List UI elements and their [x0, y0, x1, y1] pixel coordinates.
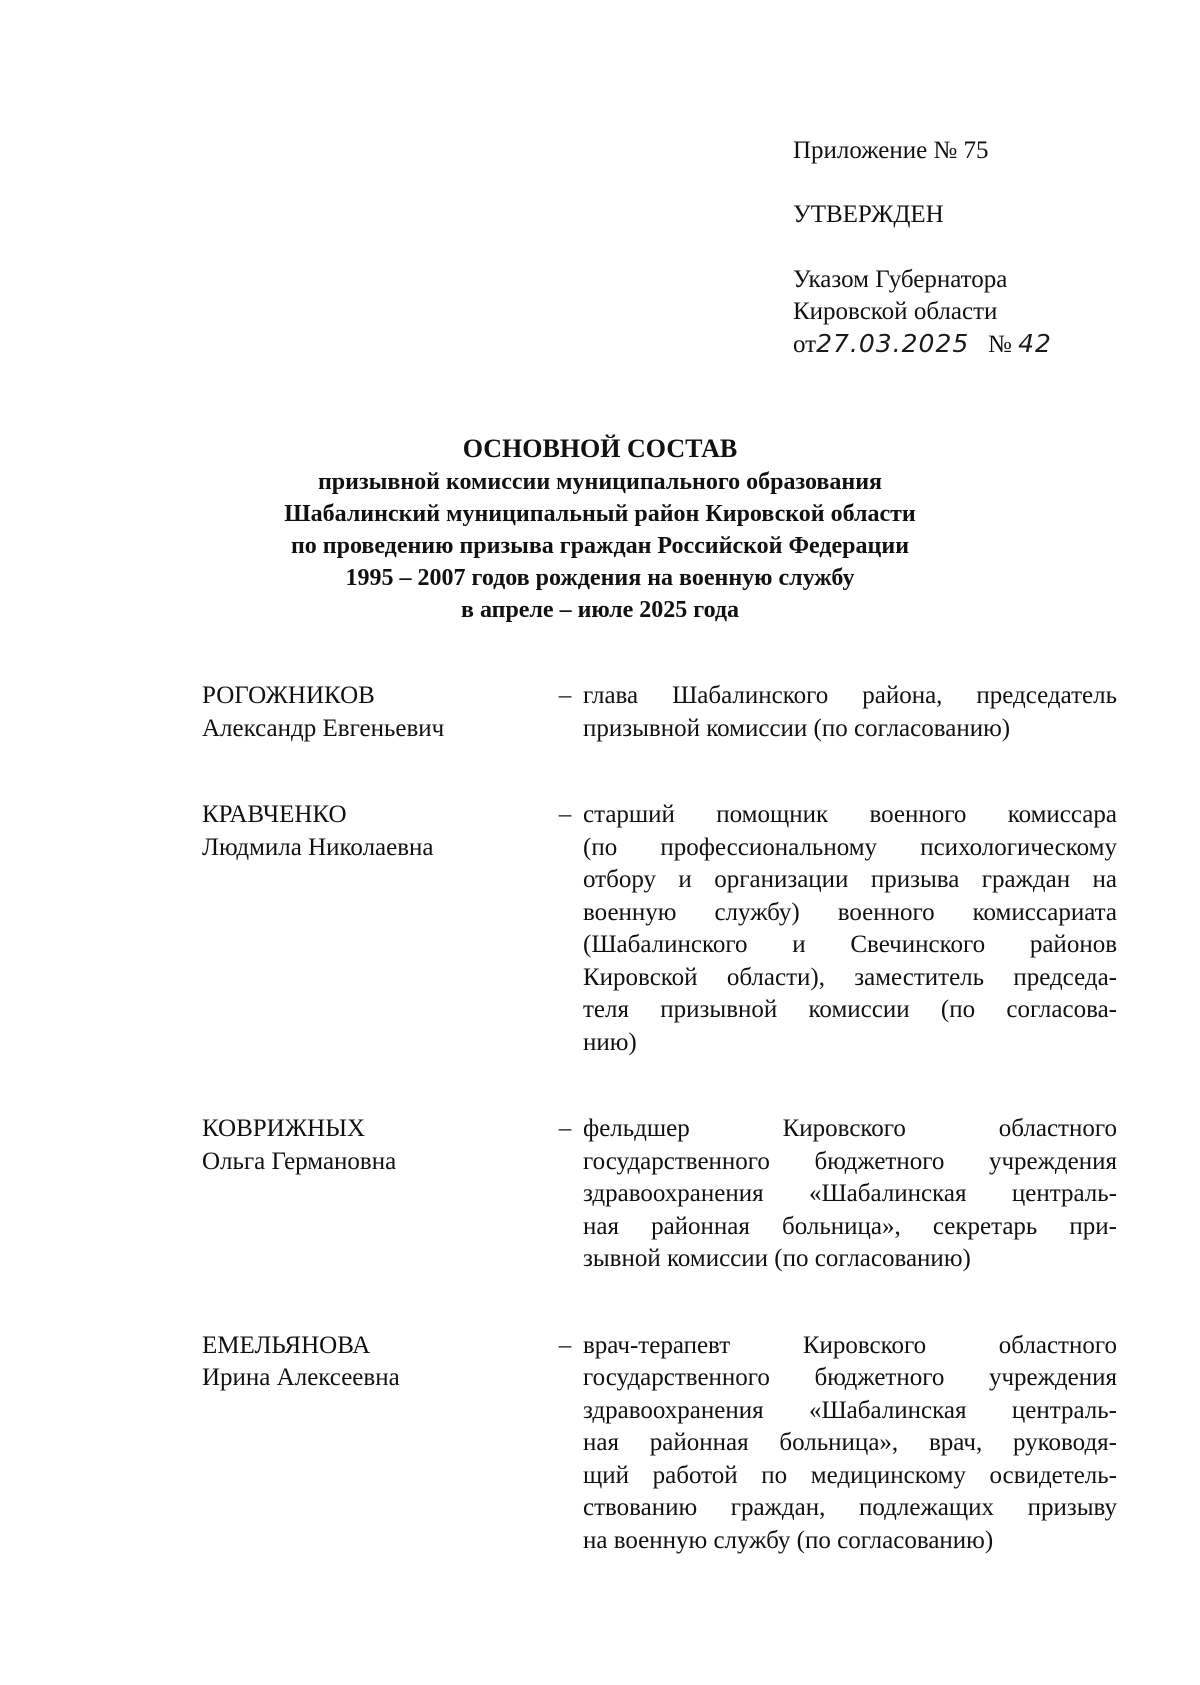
- member-description: [583, 799, 1117, 1059]
- description-line: военную службу) военного комиссариата: [583, 898, 1117, 926]
- member-surname: ЕМЕЛЬЯНОВА: [202, 1331, 371, 1359]
- description-line: фельдшер Кировского областного: [583, 1115, 1117, 1142]
- decree-line-2: Кировской области: [793, 298, 998, 325]
- description-line: призывной комиссии (по согласованию): [583, 714, 1011, 742]
- member-name: [202, 799, 547, 1059]
- title-main: ОСНОВНОЙ СОСТАВ: [462, 434, 738, 463]
- member-dash: –: [558, 801, 572, 828]
- description-line: (по профессиональному психологическому: [583, 833, 1117, 861]
- member-description: [583, 1113, 1117, 1276]
- handwritten-date: 27.03.2025: [816, 329, 970, 358]
- member-entry: [202, 680, 1117, 745]
- description-line: врач-терапевт Кировского областного: [583, 1331, 1117, 1359]
- member-name: [202, 680, 547, 745]
- description-line: здравоохранения «Шабалинская централь-: [583, 1396, 1117, 1424]
- appendix-number: Приложение № 75: [793, 137, 989, 164]
- member-given-names: Людмила Николаевна: [202, 833, 434, 861]
- approval-block: [793, 135, 1052, 361]
- date-prefix: от: [793, 331, 817, 358]
- approved-label: УТВЕРЖДЕН: [793, 201, 944, 228]
- description-line: Кировской области), заместитель председа-: [583, 963, 1117, 991]
- member-given-names: Александр Евгеньевич: [202, 714, 445, 742]
- decree-date-number: [793, 328, 1052, 361]
- handwritten-number: 42: [1018, 329, 1052, 358]
- description-line: на военную службу (по согласованию): [583, 1526, 994, 1554]
- description-line: государственного бюджетного учреждения: [583, 1364, 1117, 1391]
- member-surname: РОГОЖНИКОВ: [202, 682, 375, 709]
- description-line: теля призывной комиссии (по согласова-: [583, 996, 1117, 1023]
- description-line: ная районная больница», секретарь при-: [583, 1212, 1117, 1240]
- member-name: [202, 1330, 547, 1558]
- title-line: по проведению призыва граждан Российской Федерации: [290, 533, 910, 559]
- description-line: отбору и организации призыва граждан на: [583, 866, 1117, 893]
- title-line: Шабалинский муниципальный район Кировской области: [284, 501, 916, 527]
- title-line: в апреле – июле 2025 года: [460, 597, 740, 623]
- description-line: зывной комиссии (по согласованию): [583, 1245, 971, 1272]
- title-line: призывной комиссии муниципального образования: [317, 469, 883, 495]
- member-name: [202, 1113, 547, 1276]
- member-dash: –: [558, 682, 572, 709]
- member-surname: КОВРИЖНЫХ: [202, 1115, 366, 1142]
- member-entry: [202, 1113, 1117, 1276]
- description-line: (Шабалинского и Свечинского районов: [583, 931, 1117, 958]
- description-line: государственного бюджетного учреждения: [583, 1147, 1117, 1175]
- member-description: [583, 1330, 1117, 1558]
- description-line: щий работой по медицинскому освидетель-: [583, 1461, 1117, 1489]
- member-description: [583, 680, 1117, 745]
- member-dash: –: [558, 1115, 572, 1142]
- member-given-names: Ирина Алексеевна: [202, 1364, 400, 1391]
- document-title: [150, 432, 1050, 626]
- decree-line-1: Указом Губернатора: [793, 266, 1008, 293]
- members-list: [202, 680, 1117, 1557]
- member-entry: [202, 799, 1117, 1059]
- member-surname: КРАВЧЕНКО: [202, 801, 347, 828]
- number-prefix: №: [988, 331, 1012, 358]
- member-dash: –: [558, 1331, 572, 1359]
- member-entry: [202, 1330, 1117, 1558]
- description-line: ствованию граждан, подлежащих призыву: [583, 1494, 1117, 1521]
- member-given-names: Ольга Германовна: [202, 1147, 397, 1175]
- description-line: ная районная больница», врач, руководя-: [583, 1429, 1117, 1456]
- description-line: нию): [583, 1028, 637, 1056]
- description-line: глава Шабалинского района, председатель: [583, 682, 1117, 709]
- description-line: здравоохранения «Шабалинская централь-: [583, 1180, 1117, 1207]
- title-line: 1995 – 2007 годов рождения на военную службу: [345, 565, 855, 591]
- description-line: старший помощник военного комиссара: [583, 801, 1117, 828]
